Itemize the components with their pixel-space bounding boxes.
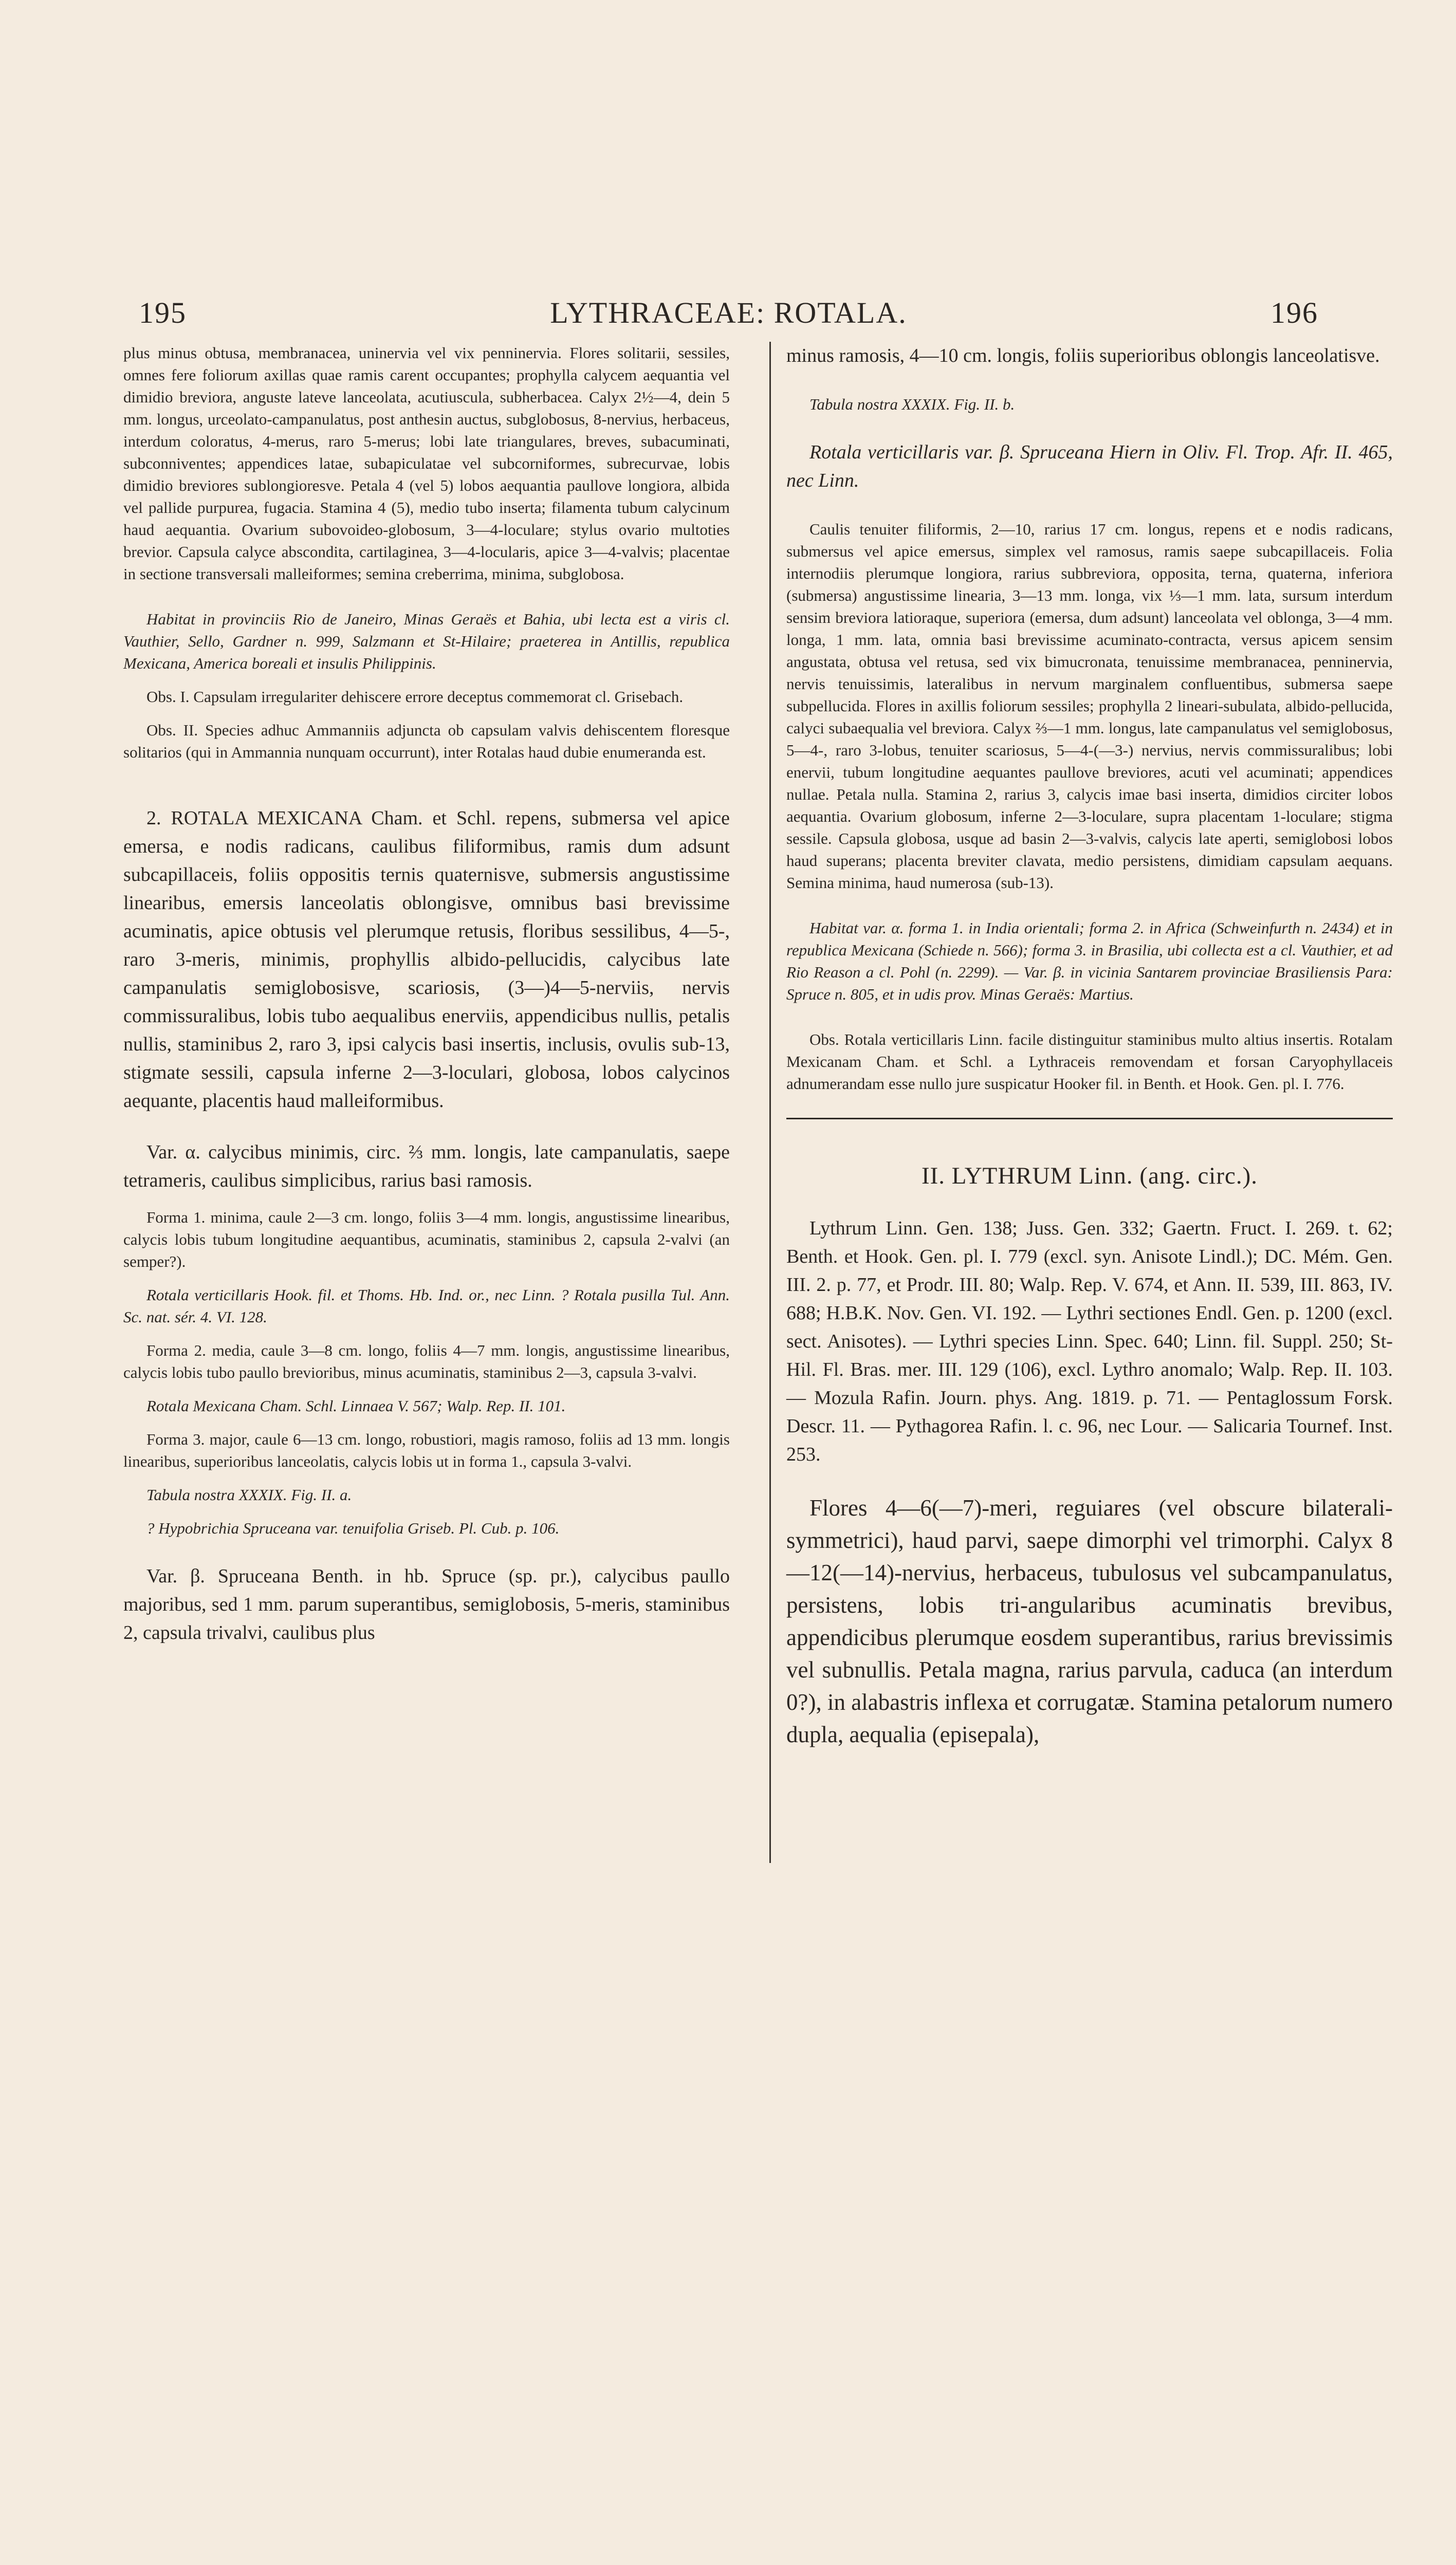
genus-description: Flores 4—6(—7)-meri, reguiares (vel obscure bilaterali-symmetrici), haud parvi, saepe dimorphi vel trimorphi. Calyx 8—12(—14)-nervius, herbaceus, tubulosus vel subcampanulatus, persistens, lobis tri-angularibus acuminatis brevibus, appendicibus plerumque eosdem superantibus, rarius brevissimis vel subnullis. Petala magna, rarius parvula, caduca (an interdum 0?), in alabastris inflexa et corrugatæ. Stamina petalorum numero dupla, aequalia (episepala), [786, 1495, 1393, 1747]
running-title: LYTHRACEAE: ROTALA. [550, 296, 907, 329]
forma-2: Forma 2. media, caule 3—8 cm. longo, foliis 4—7 mm. longis, angustissime linearibus, calycis lobis tubo paullo brevioribus, minus acuminatis, staminibus 2—3, capsula 3-valvi. [123, 1341, 730, 1381]
variety-alpha: Var. α. calycibus minimis, circ. ⅔ mm. longis, late campanulatis, saepe tetrameris, caulibus simplicibus, rarius basi ramosis. [123, 1141, 730, 1191]
forma-2-synonym: Rotala Mexicana Cham. Schl. Linnaea V. 567; Walp. Rep. II. 101. [146, 1397, 566, 1415]
species-2-description: Caulis tenuiter filiformis, 2—10, rarius 17 cm. longus, repens et e nodis radicans, submersus vel apice emersus, simplex vel ramosus, ramis saepe subcapillaceis. Folia internodiis plerumque longiora, rarius subbreviora, opposita, terna, quaterna, inferiora (submersa) angustissime linearia, 3—13 mm. longa, vix ⅓—1 mm. lata, sursum interdum sensim breviora latioraque, superiora (emersa, dum adsunt) lanceolata vel oblonga, 3—4 mm. longa, 1 mm. lata, omnia basi brevissime acuminato-contracta, versus apicem sensim angustata, obtusa vel retusa, sed vix bimucronata, tenuissime membranacea, penninervia, nervis tenuissimis, lateralibus in nervum marginalem confluentibus, submersa saepe subpellucida. Flores in axillis foliorum sessiles; prophylla 2 lineari-subulata, albido-pellucida, calyci subaequalia vel breviora. Calyx ⅔—1 mm. longus, late campanulatus vel semiglobosus, 5—4-, raro 3-lobus, tenuiter scariosus, 5—4-(—3-) nervius, nervis commissuralibus; lobi enervii, tubum longitudine aequantes paullove breviores, acuti vel acuminati; appendices nullae. Petala nulla. Stamina 2, rarius 3, calycis imae basi inserta, dimidios circiter lobos aequantia. Ovarium globosum, inferne 2—3-loculare, supra placentam 1-loculare; stigma sessile. Capsula globosa, usque ad basin 2—3-valvis, calycis late aperti, semiglobosi lobos haud superans; placenta breviter clavata, medio persistens, dimidiam capsulam aequans. Semina minima, haud numerosa (sub-13). [786, 520, 1393, 892]
forma-3: Forma 3. major, caule 6—13 cm. longo, robustiori, magis ramoso, foliis ad 13 mm. longis linearibus, superioribus lanceolatis, calycis lobis ut in forma 1., capsula 3-valvi. [123, 1430, 730, 1470]
variety-beta-synonym: Rotala verticillaris var. β. Spruceana Hiern in Oliv. Fl. Trop. Afr. II. 465, nec Linn. [786, 441, 1393, 491]
species-2-diagnosis: 2. ROTALA MEXICANA Cham. et Schl. repens, submersa vel apice emersa, e nodis radicans, caulibus filiformibus, ramis dum adsunt subcapillaceis, foliis oppositis ternis quaternisve, submersis angustissime linearibus, emersis lanceolatis oblongisve, omnibus basi brevissime acuminatis, apice obtusis vel plerumque retusis, floribus sessilibus, 4—5-, raro 3-meris, minimis, prophyllis albido-pellucidis, calycibus late campanulatis semiglobosisve, scariosis, (3—)4—5-nerviis, nervis commissuralibus, lobis tubo aequalibus enerviis, appendicibus nullis, petalis nullis, staminibus 2, raro 3, ipsi calycis basi insertis, inclusis, ovulis sub-13, stigmate sessili, capsula inferne 2—3-loculari, globosa, lobos calycinos aequante, placentis haud malleiformibus. [123, 807, 730, 1112]
species-2-observation: Obs. Rotala verticillaris Linn. facile distinguitur staminibus multo altius insertis. Rotalam Mexicanam Cham. et Schl. a Lythraceis removendam et forsan Caryophyllaceis adnumerandam esse nullo jure suspicatur Hooker fil. in Benth. et Hook. Gen. pl. I. 776. [786, 1030, 1393, 1093]
forma-1-synonyms: Rotala verticillaris Hook. fil. et Thoms. Hb. Ind. or., nec Linn. ? Rotala pusilla Tul. Ann. Sc. nat. sér. 4. VI. 128. [123, 1286, 730, 1326]
species-description-cont: plus minus obtusa, membranacea, uninervia vel vix penninervia. Flores solitarii, sessiles, omnes fere foliorum axillas quae ramis carent occupantes; prophylla calycem aequantia vel dimidio breviora, anguste lateve lanceolata, acutiuscula, subherbacea. Calyx 2½—4, dein 5 mm. longus, urceolato-campanulatus, post anthesin auctus, subglobosus, 8-nervius, herbaceus, interdum coloratus, 4-merus, raro 5-merus; lobi late triangulares, breves, subacuminati, subconniventes; appendices latae, subapiculatae vel subcorniformes, subrecurvae, lobis dimidio breviores sublongioresve. Petala 4 (vel 5) lobos aequantia paullove longiora, albida vel pallide purpurea, fugacia. Stamina 4 (5), medio tubo inserta; filamenta tubum calycinum haud aequantia. Ovarium subovoideo-globosum, 3—4-loculare; stylus ovario multoties brevior. Capsula calyce abscondita, cartilaginea, 3—4-locularis, apice 3—4-valvis; placentae in sectione transversali malleiformes; semina creberrima, minima, subglobosa. [123, 344, 730, 583]
variety-beta-cont: minus ramosis, 4—10 cm. longis, foliis superioribus oblongis lanceolatisve. [786, 345, 1380, 366]
left-column [123, 342, 730, 2295]
habitat-note: Habitat in provinciis Rio de Janeiro, Minas Geraës et Bahia, ubi lecta est a viris cl. Vauthier, Sello, Gardner n. 999, Salzmann et St-Hilaire; praeterea in Antillis, republica Mexicana, America boreali et insulis Philippinis. [123, 610, 730, 672]
variety-beta-plate: Tabula nostra XXXIX. Fig. II. b. [809, 395, 1015, 413]
forma-1: Forma 1. minima, caule 2—3 cm. longo, foliis 3—4 mm. longis, angustissime linearibus, calycis lobis tubum longitudine aequantibus, acuminatis, staminibus 2, capsula 2-valvi (an semper?). [123, 1208, 730, 1270]
variety-beta: Var. β. Spruceana Benth. in hb. Spruce (sp. pr.), calycibus paullo majoribus, sed 1 mm. parum superantibus, semiglobosis, 5-meris, staminibus 2, capsula trivalvi, caulibus plus [123, 1565, 730, 1644]
column-divider [769, 342, 771, 1863]
forma-3-synonym: ? Hypobrichia Spruceana var. tenuifolia Griseb. Pl. Cub. p. 106. [146, 1519, 560, 1537]
right-column [786, 342, 1393, 2295]
page-number-right: 196 [1270, 296, 1318, 329]
page-number-left: 195 [139, 296, 187, 329]
genus-heading: II. LYTHRUM Linn. (ang. circ.). [921, 1162, 1258, 1189]
observation-1: Obs. I. Capsulam irregulariter dehiscere errore deceptus commemorat cl. Grisebach. [146, 688, 684, 706]
page-header [139, 296, 1318, 337]
species-2-habitat: Habitat var. α. forma 1. in India orientali; forma 2. in Africa (Schweinfurth n. 2434) et in republica Mexicana (Schiede n. 566); forma 3. in Brasilia, ubi collecta est a cl. Vauthier, et ad Rio Reason a cl. Pohl (n. 2299). — Var. β. in vicinia Santarem provinciae Brasiliensis Para: Spruce n. 805, et in udis prov. Minas Geraës: Martius. [786, 919, 1393, 1003]
genus-synonymy: Lythrum Linn. Gen. 138; Juss. Gen. 332; Gaertn. Fruct. I. 269. t. 62; Benth. et Hook. Gen. pl. I. 779 (excl. syn. Anisote Lindl.); DC. Mém. Gen. III. 2. p. 77, et Prodr. III. 80; Walp. Rep. V. 674, et Ann. II. 539, III. 863, IV. 688; H.B.K. Nov. Gen. VI. 192. — Lythri sectiones Endl. Gen. p. 1200 (excl. sect. Anisotes). — Lythri species Linn. Spec. 640; Linn. fil. Suppl. 250; St-Hil. Fl. Bras. mer. III. 129 (106), excl. Lythro anomalo; Walp. Rep. II. 103. — Mozula Rafin. Journ. phys. Ang. 1819. p. 71. — Pentaglossum Forsk. Descr. 11. — Pythagorea Rafin. l. c. 96, nec Lour. — Salicaria Tournef. Inst. 253. [786, 1217, 1393, 1465]
observation-2: Obs. II. Species adhuc Ammanniis adjuncta ob capsulam valvis dehiscentem floresque solitarios (qui in Ammannia nunquam occurrunt), inter Rotalas haud dubie enumeranda est. [123, 721, 730, 761]
forma-3-plate: Tabula nostra XXXIX. Fig. II. a. [146, 1486, 352, 1504]
